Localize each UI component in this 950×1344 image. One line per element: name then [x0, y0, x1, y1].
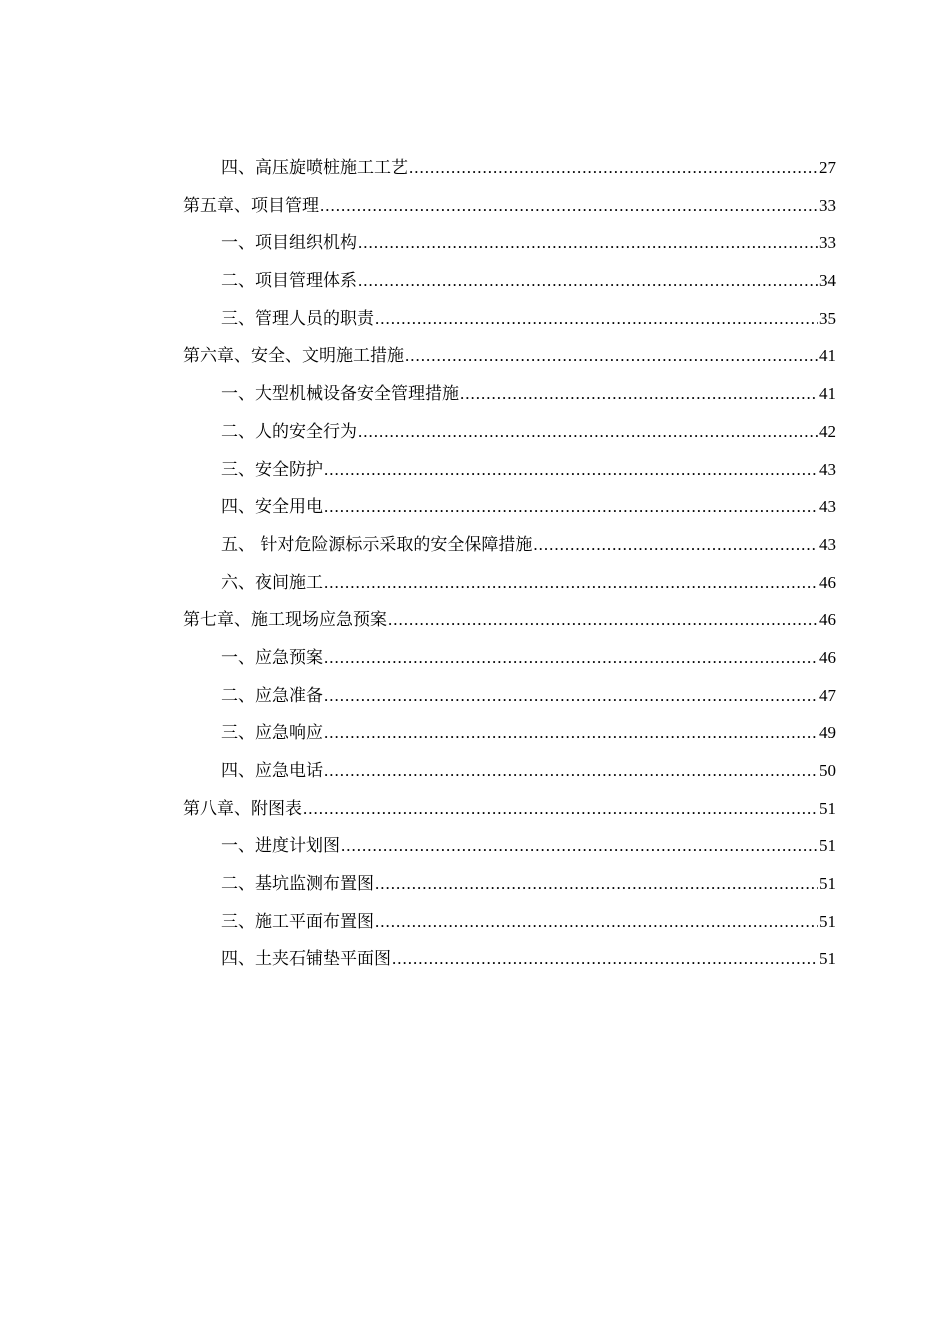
toc-entry-title: 一、应急预案: [221, 647, 323, 668]
toc-entry-title: 第八章、附图表: [183, 798, 302, 819]
toc-chapter-entry[interactable]: [183, 790, 836, 828]
toc-chapter-entry[interactable]: [183, 337, 836, 375]
toc-dot-leader: [324, 752, 818, 790]
toc-dot-leader: [358, 262, 818, 300]
toc-entry-title: 二、人的安全行为: [221, 421, 357, 442]
toc-entry-title: 三、安全防护: [221, 459, 323, 480]
toc-dot-leader: [405, 337, 818, 375]
toc-entry-title: 四、安全用电: [221, 497, 323, 518]
toc-section-entry[interactable]: [183, 375, 836, 413]
toc-entry-title: 二、应急准备: [221, 685, 323, 706]
toc-chapter-entry[interactable]: [183, 187, 836, 225]
toc-section-entry[interactable]: [183, 149, 836, 187]
toc-dot-leader: [375, 903, 818, 941]
toc-page-number: 35: [819, 308, 836, 328]
toc-section-entry[interactable]: [183, 224, 836, 262]
toc-page-number: 51: [819, 836, 836, 856]
toc-entry-title: 一、大型机械设备安全管理措施: [221, 384, 459, 405]
toc-page-number: 43: [819, 497, 836, 517]
toc-page-number: 49: [819, 723, 836, 743]
toc-section-entry[interactable]: [183, 262, 836, 300]
toc-page-number: 51: [819, 911, 836, 931]
toc-dot-leader: [388, 601, 818, 639]
toc-section-entry[interactable]: [183, 451, 836, 489]
toc-dot-leader: [375, 865, 818, 903]
toc-entry-title: 第七章、施工现场应急预案: [183, 610, 387, 631]
toc-dot-leader: [409, 149, 818, 187]
toc-page-number: 34: [819, 271, 836, 291]
toc-entry-title: 三、管理人员的职责: [221, 308, 374, 329]
toc-section-entry[interactable]: [183, 752, 836, 790]
toc-entry-title: 三、应急响应: [221, 723, 323, 744]
toc-entry-title: 三、施工平面布置图: [221, 911, 374, 932]
toc-dot-leader: [460, 375, 818, 413]
toc-entry-title: 第五章、项目管理: [183, 195, 319, 216]
toc-section-entry[interactable]: [183, 526, 836, 564]
toc-page-number: 43: [819, 534, 836, 554]
toc-dot-leader: [375, 300, 818, 338]
toc-dot-leader: [358, 413, 818, 451]
table-of-contents: [183, 149, 836, 978]
toc-dot-leader: [533, 526, 818, 564]
toc-page-number: 27: [819, 158, 836, 177]
toc-section-entry[interactable]: [183, 903, 836, 941]
toc-page-number: 51: [819, 949, 836, 969]
toc-dot-leader: [324, 639, 818, 677]
toc-section-entry[interactable]: [183, 639, 836, 677]
toc-page-number: 46: [819, 647, 836, 667]
toc-section-entry[interactable]: [183, 827, 836, 865]
toc-page-number: 33: [819, 195, 836, 215]
toc-section-entry[interactable]: [183, 413, 836, 451]
toc-page-number: 47: [819, 685, 836, 705]
toc-entry-title: 一、进度计划图: [221, 836, 340, 857]
toc-entry-title: 第六章、安全、文明施工措施: [183, 346, 404, 367]
toc-section-entry[interactable]: [183, 564, 836, 602]
toc-chapter-entry[interactable]: [183, 601, 836, 639]
toc-section-entry[interactable]: [183, 940, 836, 978]
toc-page-number: 43: [819, 459, 836, 479]
toc-page-number: 46: [819, 610, 836, 630]
toc-dot-leader: [341, 827, 818, 865]
toc-dot-leader: [303, 790, 818, 828]
toc-dot-leader: [324, 564, 818, 602]
toc-entry-title: 四、土夹石铺垫平面图: [221, 949, 391, 970]
toc-page-number: 33: [819, 233, 836, 253]
toc-section-entry[interactable]: [183, 714, 836, 752]
toc-section-entry[interactable]: [183, 488, 836, 526]
toc-entry-title: 四、应急电话: [221, 761, 323, 781]
toc-dot-leader: [324, 451, 818, 489]
toc-entry-title: 一、项目组织机构: [221, 233, 357, 254]
toc-dot-leader: [324, 714, 818, 752]
toc-dot-leader: [320, 187, 818, 225]
toc-entry-title: 六、夜间施工: [221, 572, 323, 593]
toc-page-number: 51: [819, 874, 836, 894]
toc-entry-title: 二、基坑监测布置图: [221, 874, 374, 895]
toc-page-number: 42: [819, 421, 836, 441]
toc-dot-leader: [358, 224, 818, 262]
toc-page-number: 46: [819, 572, 836, 592]
toc-dot-leader: [324, 677, 818, 715]
toc-page-number: 41: [819, 346, 836, 366]
toc-entry-title: 二、项目管理体系: [221, 271, 357, 292]
toc-section-entry[interactable]: [183, 677, 836, 715]
toc-section-entry[interactable]: [183, 300, 836, 338]
toc-page-number: 50: [819, 761, 836, 780]
toc-page-number: 41: [819, 384, 836, 404]
toc-section-entry[interactable]: [183, 865, 836, 903]
toc-entry-title: 五、 针对危险源标示采取的安全保障措施: [221, 534, 533, 555]
toc-page-number: 51: [819, 798, 836, 818]
toc-dot-leader: [324, 488, 818, 526]
toc-entry-title: 四、高压旋喷桩施工工艺: [221, 158, 408, 178]
toc-dot-leader: [392, 940, 818, 978]
